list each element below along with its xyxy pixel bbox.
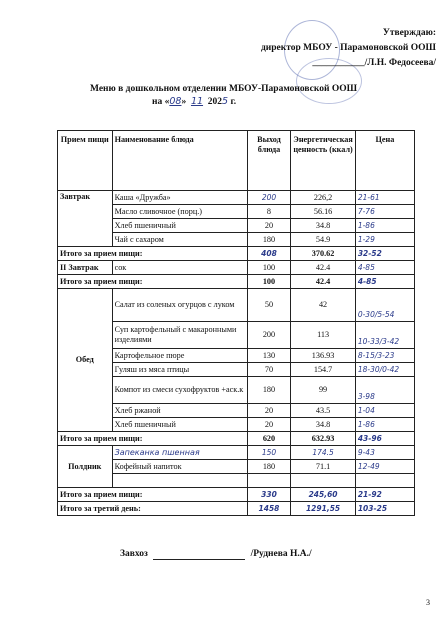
col-header-output: Выход блюда xyxy=(247,131,291,191)
table-row: Чай с сахаром 180 54.9 1-29 xyxy=(58,233,415,247)
col-header-dish: Наименование блюда xyxy=(112,131,247,191)
date-day: 08 xyxy=(169,96,182,107)
table-row: Кофейный напиток 180 71.1 12-49 xyxy=(58,460,415,474)
table-row: Картофельное пюре 130 136.93 8-15/3-23 xyxy=(58,349,415,363)
table-row: Полдник Запеканка пшенная 150 174.5 9-43 xyxy=(58,446,415,460)
table-row: Обед Салат из соленых огурцов с луком 50 42 0-30/5-54 xyxy=(58,289,415,322)
date-year-digit: 5 xyxy=(222,96,229,107)
total-row: Итого за прием пищи: 330 245,60 21-92 xyxy=(58,488,415,502)
handwritten-signature xyxy=(153,548,245,560)
table-row: II Завтрак сок 100 42.4 4-85 xyxy=(58,261,415,275)
date-month: 11 xyxy=(190,96,204,107)
table-row: Гуляш из мяса птицы 70 154.7 18-30/0-42 xyxy=(58,363,415,377)
page-number: 3 xyxy=(426,598,430,607)
table-row: Компот из смеси сухофруктов +аск.к 180 99 3-98 xyxy=(58,377,415,404)
signature-role: Завхоз xyxy=(120,549,148,559)
day-total-row: Итого за третий день: 1458 1291,55 103-25 xyxy=(58,502,415,516)
table-row: Завтрак Каша «Дружба» 200 226,2 21-61 xyxy=(58,191,415,205)
meal-lunch-label: Обед xyxy=(58,289,113,432)
col-header-energy: Энергетическая ценность (ккал) xyxy=(291,131,356,191)
table-row: Хлеб пшеничный 20 34.8 1-86 xyxy=(58,418,415,432)
signature-name: /Руднева Н.А./ xyxy=(250,549,312,559)
approval-block xyxy=(261,26,436,71)
menu-date: на «08» 11 2025 г. xyxy=(152,96,237,107)
table-row: Суп картофельный с макаронными изделиями 200 113 10-33/3-42 xyxy=(58,322,415,349)
approval-label: Утверждаю: xyxy=(382,28,436,38)
meal-breakfast-label: Завтрак xyxy=(58,191,113,247)
approval-position: директор МБОУ - Парамоновской ООШ xyxy=(260,43,436,53)
table-header-row xyxy=(58,131,415,191)
meal-second-breakfast-label: II Завтрак xyxy=(58,261,113,275)
signature-line xyxy=(120,548,312,560)
table-row: Хлеб пшеничный 20 34.8 1-86 xyxy=(58,219,415,233)
total-row: Итого за прием пищи: 408 370.62 32-52 xyxy=(58,247,415,261)
total-row: Итого за прием пищи: 100 42.4 4-85 xyxy=(58,275,415,289)
menu-table xyxy=(57,130,415,516)
col-header-meal: Прием пищи xyxy=(58,131,113,191)
menu-title: Меню в дошкольном отделении МБОУ-Парамоновской ООШ xyxy=(90,84,358,94)
table-row: Масло сливочное (порц.) 8 56.16 7-76 xyxy=(58,205,415,219)
table-row: Хлеб ржаной 20 43.5 1-04 xyxy=(58,404,415,418)
approval-signatory: ___________/Л.Н. Федосеева/ xyxy=(312,58,436,68)
total-row: Итого за прием пищи: 620 632.93 43-96 xyxy=(58,432,415,446)
col-header-price: Цена xyxy=(355,131,414,191)
meal-snack-label: Полдник xyxy=(58,446,113,488)
